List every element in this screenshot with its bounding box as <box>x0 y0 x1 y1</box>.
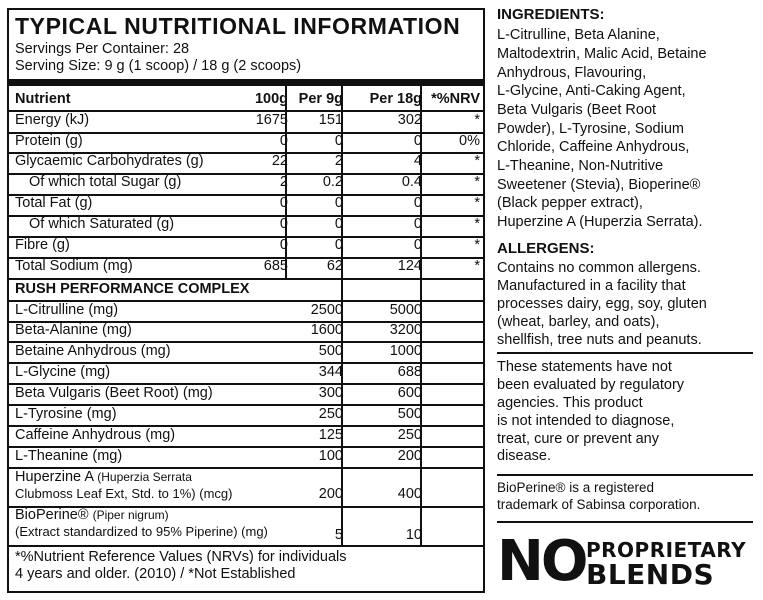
servings-per-container: Servings Per Container: 28 <box>15 41 190 57</box>
complex-per9: 2500 <box>310 302 343 318</box>
nutrient-nrv: 0% <box>459 133 480 149</box>
allergens-line: Contains no common allergens. <box>497 260 701 276</box>
nutrient-per9: 0 <box>334 237 343 253</box>
header-per100: 100g <box>254 91 288 107</box>
row-rule <box>9 236 483 238</box>
nutrient-label: Of which Saturated (g) <box>29 216 175 232</box>
trademark-line: trademark of Sabinsa corporation. <box>497 497 701 512</box>
trademark-rule <box>497 474 753 476</box>
ingredients-heading: INGREDIENTS: <box>497 6 605 23</box>
huperzine-line2: Clubmoss Leaf Ext, Std. to 1%) (mcg) <box>15 486 233 501</box>
footnote-rule <box>9 545 483 547</box>
nutrient-label: Glycaemic Carbohydrates (g) <box>15 153 204 169</box>
complex-per18: 5000 <box>389 302 422 318</box>
nutrient-nrv: * <box>474 258 480 274</box>
header-nrv: *%NRV <box>431 91 480 107</box>
disclaimer-line: treat, cure or prevent any <box>497 431 659 447</box>
nutrient-per100: 0 <box>279 237 288 253</box>
nutrient-per18: 124 <box>397 258 422 274</box>
nutrient-label: Fibre (g) <box>15 237 70 253</box>
disclaimer-rule <box>497 352 753 354</box>
nutrient-nrv: * <box>474 112 480 128</box>
serving-size: Serving Size: 9 g (1 scoop) / 18 g (2 scoops) <box>15 58 302 74</box>
nutrient-per9: 0 <box>334 216 343 232</box>
bioperine-per18: 10 <box>405 527 422 543</box>
complex-label: Betaine Anhydrous (mg) <box>15 343 171 359</box>
nutrient-label: Of which total Sugar (g) <box>29 174 182 190</box>
logo-no: NO <box>497 529 586 594</box>
complex-per18: 688 <box>397 364 422 380</box>
nutrient-per100: 2 <box>279 174 288 190</box>
allergens-line: processes dairy, egg, soy, gluten <box>497 296 707 312</box>
complex-per18: 600 <box>397 385 422 401</box>
ingredients-line: Huperzine A (Huperzia Serrata). <box>497 214 703 230</box>
complex-per9: 1600 <box>310 322 343 338</box>
ingredients-line: Beta Vulgaris (Beet Root <box>497 102 657 118</box>
nutrient-per18: 0 <box>413 133 422 149</box>
disclaimer-line: been evaluated by regulatory <box>497 377 685 393</box>
disclaimer-line: disease. <box>497 448 552 464</box>
allergens-line: Manufactured in a facility that <box>497 278 686 294</box>
ingredients-line: Maltodextrin, Malic Acid, Betaine <box>497 46 707 62</box>
huperzine-name: Huperzine A <box>15 469 94 485</box>
complex-label: Caffeine Anhydrous (mg) <box>15 427 176 443</box>
nutrient-per9: 0.2 <box>322 174 343 190</box>
nutrient-per100: 0 <box>279 195 288 211</box>
nutrient-per18: 4 <box>413 153 422 169</box>
nutrient-per100: 22 <box>271 153 288 169</box>
logo-rule <box>497 521 753 523</box>
allergens-line: (wheat, barley, and oats), <box>497 314 660 330</box>
ingredients-line: L-Theanine, Non-Nutritive <box>497 158 664 174</box>
nutrient-per9: 0 <box>334 195 343 211</box>
nutrient-per100: 0 <box>279 216 288 232</box>
disclaimer-line: agencies. This product <box>497 395 643 411</box>
header-per9: Per 9g <box>298 91 343 107</box>
nutrient-per18: 0.4 <box>401 174 422 190</box>
panel-title: TYPICAL NUTRITIONAL INFORMATION <box>15 13 461 39</box>
nutrient-label: Total Sodium (mg) <box>15 258 133 274</box>
ingredients-line: L-Glycine, Anti-Caking Agent, <box>497 83 686 99</box>
nutrition-panel <box>7 8 485 593</box>
huperzine-detail: (Huperzia Serrata <box>97 470 192 484</box>
complex-per18: 1000 <box>389 343 422 359</box>
nutrient-per18: 302 <box>397 112 422 128</box>
trademark-line: BioPerine® is a registered <box>497 480 655 495</box>
bioperine-name: BioPerine® <box>15 507 89 523</box>
complex-per9: 250 <box>318 406 343 422</box>
nutrient-per9: 2 <box>334 153 343 169</box>
complex-label: L-Theanine (mg) <box>15 448 123 464</box>
footnote-line2: 4 years and older. (2010) / *Not Established <box>15 566 296 582</box>
complex-per9: 300 <box>318 385 343 401</box>
nutrient-per100: 1675 <box>255 112 288 128</box>
nutrient-per100: 0 <box>279 133 288 149</box>
complex-heading: RUSH PERFORMANCE COMPLEX <box>15 281 250 297</box>
complex-per18: 200 <box>397 448 422 464</box>
allergens-line: shellfish, tree nuts and peanuts. <box>497 332 702 348</box>
ingredients-line: Powder), L-Tyrosine, Sodium <box>497 121 684 137</box>
disclaimer-line: is not intended to diagnose, <box>497 413 675 429</box>
complex-per18: 500 <box>397 406 422 422</box>
bioperine-per9: 5 <box>334 527 343 543</box>
nutrient-per100: 685 <box>263 258 288 274</box>
complex-per9: 100 <box>318 448 343 464</box>
logo-word-proprietary: PROPRIETARY <box>586 538 747 562</box>
huperzine-per18: 400 <box>397 486 422 502</box>
nutrient-per18: 0 <box>413 237 422 253</box>
allergens-heading: ALLERGENS: <box>497 240 595 257</box>
ingredients-line: Sweetener (Stevia), Bioperine® <box>497 177 701 193</box>
header-per18: Per 18g <box>369 91 422 107</box>
header-rule <box>9 79 483 86</box>
complex-per18: 250 <box>397 427 422 443</box>
complex-label: L-Glycine (mg) <box>15 364 111 380</box>
nutrient-nrv: * <box>474 153 480 169</box>
nutrient-label: Total Fat (g) <box>15 195 93 211</box>
bioperine-line2: (Extract standardized to 95% Piperine) (mg) <box>15 524 268 539</box>
ingredients-line: Anhydrous, Flavouring, <box>497 65 647 81</box>
complex-per9: 500 <box>318 343 343 359</box>
complex-label: L-Tyrosine (mg) <box>15 406 117 422</box>
nutrient-nrv: * <box>474 174 480 190</box>
ingredients-line: Chloride, Caffeine Anhydrous, <box>497 139 690 155</box>
nutrient-nrv: * <box>474 216 480 232</box>
logo-word-blends: BLENDS <box>586 558 715 591</box>
nutrient-nrv: * <box>474 195 480 211</box>
complex-label: Beta Vulgaris (Beet Root) (mg) <box>15 385 213 401</box>
nutrient-label: Energy (kJ) <box>15 112 90 128</box>
nutrient-per18: 0 <box>413 195 422 211</box>
bioperine-detail: (Piper nigrum) <box>92 508 169 522</box>
complex-label: L-Citrulline (mg) <box>15 302 119 318</box>
nutrient-per9: 62 <box>326 258 343 274</box>
complex-per9: 125 <box>318 427 343 443</box>
nutrient-nrv: * <box>474 237 480 253</box>
nutrient-label: Protein (g) <box>15 133 83 149</box>
ingredients-line: (Black pepper extract), <box>497 195 643 211</box>
complex-per18: 3200 <box>389 322 422 338</box>
nutrient-per9: 151 <box>318 112 343 128</box>
ingredients-line: L-Citrulline, Beta Alanine, <box>497 27 660 43</box>
complex-per9: 344 <box>318 364 343 380</box>
header-nutrient: Nutrient <box>15 91 71 107</box>
disclaimer-line: These statements have not <box>497 359 672 375</box>
footnote-line1: *%Nutrient Reference Values (NRVs) for individuals <box>15 549 347 565</box>
complex-label: Beta-Alanine (mg) <box>15 322 132 338</box>
huperzine-per9: 200 <box>318 486 343 502</box>
nutrient-per18: 0 <box>413 216 422 232</box>
nutrient-per9: 0 <box>334 133 343 149</box>
